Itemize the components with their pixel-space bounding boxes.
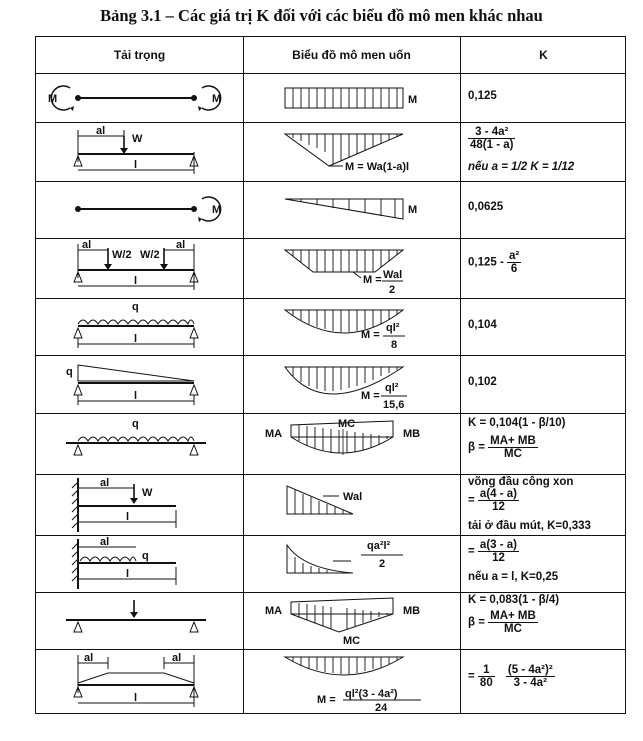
- load-label: al: [84, 652, 94, 664]
- load-label: W/2: [112, 249, 132, 261]
- end-moments-beam-icon: [36, 73, 243, 122]
- diagram-label: MB: [403, 428, 421, 440]
- diagram-label: 15,6: [383, 399, 405, 411]
- load-cell: [36, 122, 243, 181]
- diagram-cell: [243, 181, 460, 238]
- load-label: al: [172, 652, 182, 664]
- trapezoid-moment-diagram: [243, 238, 460, 298]
- load-cell: [36, 474, 243, 535]
- k-value: 0,0625: [468, 201, 504, 213]
- table-row: [36, 592, 625, 649]
- load-label: l: [126, 511, 130, 523]
- load-label: q: [66, 366, 73, 378]
- cantilever-point-load-icon: [36, 474, 243, 535]
- header-k: K: [539, 48, 548, 62]
- load-label: l: [134, 390, 138, 402]
- diagram-label: M: [408, 94, 418, 106]
- k-denominator: 12: [492, 552, 505, 564]
- diagram-cell: [243, 355, 460, 413]
- cantilever-parabolic-diagram: [243, 535, 460, 592]
- load-cell: [36, 181, 243, 238]
- load-cell: [36, 73, 243, 122]
- diagram-label: M =: [317, 694, 336, 706]
- load-label: q: [132, 418, 139, 430]
- k-values-table: [35, 36, 626, 714]
- k-denominator: 80: [479, 677, 493, 689]
- k-numerator: a(4 - a): [479, 488, 517, 500]
- udl-beam-icon: [36, 298, 243, 355]
- single-moment-beam-icon: [36, 181, 243, 238]
- diagram-label: M: [408, 204, 418, 216]
- continuous-moment-diagram: [243, 413, 460, 474]
- k-denominator: 3 - 4a²: [513, 677, 547, 689]
- k-cell: [460, 238, 627, 298]
- k-numerator: a²: [509, 250, 520, 262]
- k-cell: [460, 535, 627, 592]
- parabolic-moment-diagram: [243, 298, 460, 355]
- k-cell: [460, 355, 627, 413]
- load-label: q: [142, 550, 149, 562]
- load-label: M: [48, 93, 58, 105]
- diagram-label: ql²: [385, 382, 399, 394]
- load-label: al: [176, 239, 186, 251]
- flattened-parabolic-diagram: [243, 649, 460, 715]
- k-numerator: MA+ MB: [490, 435, 536, 447]
- k-cell: [460, 181, 627, 238]
- k-numerator: a(3 - a): [479, 539, 517, 551]
- load-cell: [36, 413, 243, 474]
- diagram-label: M =: [363, 274, 382, 286]
- load-label: M: [212, 93, 222, 105]
- k-note: tải ở đầu mút, K=0,333: [468, 520, 591, 532]
- diagram-label: 24: [375, 702, 388, 714]
- header-load: Tải trọng: [113, 48, 166, 62]
- k-value: 0,102: [468, 376, 497, 388]
- k-denominator: 6: [510, 263, 518, 275]
- diagram-cell: [243, 535, 460, 592]
- cantilever-udl-icon: [36, 535, 243, 592]
- diagram-label: Wal: [343, 491, 363, 503]
- load-cell: [36, 298, 243, 355]
- k-formula: K = 0,083(1 - β/4): [468, 594, 560, 606]
- table-row: [36, 535, 625, 592]
- two-point-loads-beam-icon: [36, 238, 243, 298]
- k-cell: [460, 592, 627, 649]
- diagram-label: ql²: [386, 322, 400, 334]
- diagram-label: M =: [361, 390, 380, 402]
- k-cell: [460, 73, 627, 122]
- k-value: 0,125: [468, 90, 497, 102]
- table-row: [36, 413, 625, 474]
- continuous-triangular-diagram: [243, 592, 460, 649]
- table-title: Bảng 3.1 – Các giá trị K đối với các biểu đồ mô men khác nhau: [100, 6, 543, 25]
- k-prefix: 0,125 -: [468, 256, 504, 269]
- k-prefix: =: [468, 494, 475, 507]
- k-note: nếu a = 1/2 K = 1/12: [468, 161, 575, 173]
- load-cell: [36, 355, 243, 413]
- diagram-label: M = Wa(1-a)l: [345, 161, 410, 173]
- trapezoidal-load-beam-icon: [36, 649, 243, 715]
- k-numerator: (5 - 4a²)²: [507, 664, 553, 676]
- table-row: [36, 649, 625, 715]
- load-label: al: [96, 125, 106, 137]
- diagram-label: M =: [361, 329, 380, 341]
- diagram-label: MA: [265, 428, 283, 440]
- table-row: [36, 238, 625, 298]
- k-cell: [460, 474, 627, 535]
- diagram-label: 2: [389, 284, 396, 296]
- load-label: l: [134, 333, 138, 345]
- k-cell: [460, 413, 627, 474]
- load-label: W: [142, 487, 153, 499]
- load-cell: [36, 649, 243, 715]
- load-label: al: [100, 536, 110, 548]
- k-numerator: 1: [478, 664, 495, 677]
- k-denominator: 12: [492, 501, 505, 513]
- continuous-point-load-icon: [36, 592, 243, 649]
- load-label: l: [126, 568, 130, 580]
- table-row: [36, 73, 625, 122]
- diagram-cell: [243, 238, 460, 298]
- k-numerator: 3 - 4a²: [468, 126, 515, 139]
- diagram-label: MB: [403, 605, 421, 617]
- diagram-label: ql²(3 - 4a²): [345, 688, 398, 700]
- header-diagram: Biểu đồ mô men uốn: [292, 48, 411, 62]
- continuous-udl-beam-icon: [36, 413, 243, 474]
- load-label: al: [100, 477, 110, 489]
- load-label: l: [134, 159, 138, 171]
- diagram-cell: [243, 122, 460, 181]
- cantilever-moment-diagram: [243, 474, 460, 535]
- diagram-label: MA: [265, 605, 283, 617]
- k-formula: K = 0,104(1 - β/10): [468, 417, 566, 429]
- load-cell: [36, 238, 243, 298]
- diagram-cell: [243, 73, 460, 122]
- diagram-label: 8: [391, 339, 398, 351]
- k-cell: [460, 298, 627, 355]
- k-denominator: MC: [504, 623, 522, 635]
- k-numerator: MA+ MB: [490, 610, 536, 622]
- diagram-cell: [243, 474, 460, 535]
- k-cell: [460, 122, 627, 181]
- load-label: l: [134, 692, 138, 704]
- uniform-moment-diagram: [243, 73, 460, 122]
- table-row: [36, 298, 625, 355]
- diagram-cell: [243, 298, 460, 355]
- triangular-moment-diagram: [243, 122, 460, 181]
- load-label: l: [134, 275, 138, 287]
- load-label: al: [82, 239, 92, 251]
- k-note: nếu a = l, K=0,25: [468, 571, 559, 583]
- k-denominator: 48(1 - a): [470, 139, 514, 151]
- k-note: võng đầu công xon: [468, 476, 574, 488]
- diagram-label: Wal: [383, 269, 403, 281]
- table-row: [36, 122, 625, 181]
- load-label: q: [132, 301, 139, 313]
- table-row: [36, 474, 625, 535]
- load-cell: [36, 592, 243, 649]
- diagram-label: qa²l²: [367, 540, 391, 552]
- diagram-label: 2: [379, 558, 386, 570]
- table-row: [36, 355, 625, 413]
- k-prefix: =: [468, 670, 475, 683]
- diagram-label: MC: [343, 635, 361, 647]
- load-label: W: [132, 133, 143, 145]
- linear-moment-diagram: [243, 181, 460, 238]
- load-label: W/2: [140, 249, 160, 261]
- k-prefix: β =: [468, 616, 485, 629]
- diagram-cell: [243, 649, 460, 715]
- diagram-cell: [243, 592, 460, 649]
- load-cell: [36, 535, 243, 592]
- k-prefix: =: [468, 545, 475, 558]
- load-label: M: [212, 204, 222, 216]
- k-denominator: MC: [504, 448, 522, 460]
- point-load-beam-icon: [36, 122, 243, 181]
- triangular-load-beam-icon: [36, 355, 243, 413]
- k-prefix: β =: [468, 441, 485, 454]
- k-value: 0,104: [468, 319, 497, 331]
- skewed-parabolic-moment-diagram: [243, 355, 460, 413]
- k-cell: [460, 649, 627, 715]
- table-row: [36, 181, 625, 238]
- diagram-label: MC: [338, 418, 356, 430]
- diagram-cell: [243, 413, 460, 474]
